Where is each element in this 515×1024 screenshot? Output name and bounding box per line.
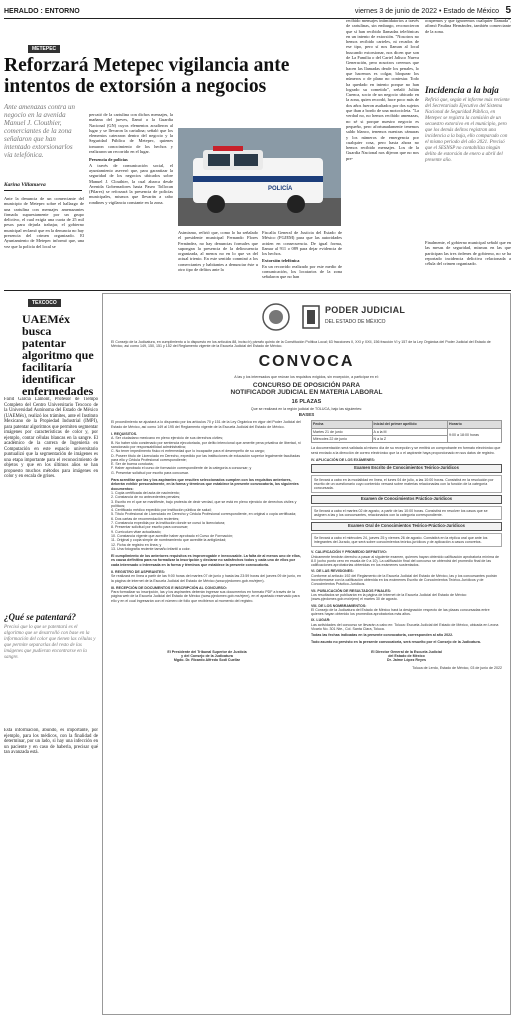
final-note: Todas las fechas indicadas en la presente convocatoria, corresponden al año 2022. bbox=[311, 633, 454, 638]
story-col-1 bbox=[4, 196, 84, 288]
doc-3: 4. Certificado médico expedido por institución pública de salud; bbox=[111, 508, 212, 513]
exam-1-body: Se llevará a cabo en la modalidad en línea, el lunes 04 de julio, a las 10:00 horas. Consistirá en la resolución por escrito de un cuestionario cuyo contenido versará sobre materias relacionadas con la función de la categoría concursada. bbox=[311, 475, 502, 494]
story-col-4b-text: En un recorrido realizado por este medio de comunicación, los locatarios de la zona señalaron que no han bbox=[262, 263, 342, 280]
th-inicial: Inicial del primer apellido bbox=[372, 421, 448, 428]
story-col-2b-text: A través de comunicación social, el ayuntamiento aseveró que, para garantizar la seguridad de los negocios ubicados sobre Manuel J. Clouthier, la cual abarca desde Avenida Gobernadores hasta Paseo Tollocan (Pilares) se reforzará la presencia de policías municipales, mismos que llevarán a cabo rondines y vigilancia constante en la zona. bbox=[89, 162, 173, 205]
table-cell: Martes 21 de junio bbox=[312, 428, 373, 435]
table-row bbox=[312, 428, 502, 435]
sig1-name: Mgdo. Dr. Ricardo Alfredo Sodi Cuellar bbox=[173, 658, 241, 663]
story-col-6b bbox=[425, 240, 511, 288]
doc-0: 1. Copia certificada del acta de nacimiento; bbox=[111, 490, 180, 495]
ad-columns bbox=[111, 420, 502, 643]
rev-body: Conforme al artículo 192 del Reglamento de la Escuela Judicial del Estado de México, las y los concursantes podrán inconformarse con la calificación obtenida en los exámenes Escrito de Conocimientos Teórico-Jurídicos y de Conocimientos Práctico-Jurídicos. bbox=[311, 573, 497, 587]
exam-3-body: Se llevará a cabo el miércoles 24, jueves 25 y viernes 26 de agosto. Consistirá en la réplica oral que ante los integrantes del Jurado, que será sobre conocimientos teórico-jurídicos y de aplicación a casos concretos. bbox=[311, 533, 502, 548]
doc-2: 3. Escrito en el que se manifieste, bajo protesta de decir verdad, que se está en pleno ejercicio de derechos civiles y políticos; bbox=[111, 499, 297, 508]
ad-p1: El procedimiento se ajustará a lo dispuesto por los artículos 70 y 151 de la Ley Orgánica en vigor del Poder Judicial del Estado de México, así como 149 al 195 del Reglamento vigente de la Escuela Judicial del Estado de México. bbox=[111, 420, 301, 429]
story-col-2 bbox=[89, 112, 173, 288]
final-note-2: Todo asunto no previsto en la presente convocatoria, será resuelto por el Consejo de la Judicatura. bbox=[311, 639, 481, 644]
page-header bbox=[4, 5, 511, 19]
exam-2-title: Examen de Conocimientos Práctico-Jurídicos bbox=[311, 495, 502, 503]
reg-body: Se realizará en línea a partir de las 9:00 horas del martes 07 de junio y hasta las 23:59 horas del jueves 09 de junio, en la página de internet de la Escuela Judicial del Estado de México (www.pjedomex.gob.mx/ejem). bbox=[111, 574, 301, 583]
doc-8: 9. Currículum vitae actualizado; bbox=[111, 529, 162, 534]
th-horario: Horario bbox=[448, 421, 502, 428]
sidebar-title: Incidencia a la baja bbox=[425, 85, 499, 95]
story-col-6b-text: Finalmente, el gobierno municipal señaló que en las mesas de seguridad, mismas en las que participan las tres órdenes de gobierno, no se ha reportado incidencia delictiva relacionada a célula del crimen organizado. bbox=[425, 240, 511, 267]
doc-1: 2. Constancia de no antecedentes penales; bbox=[111, 495, 181, 500]
req-2: C. No tener impedimento físico ni enfermedad que lo incapacite para el desempeño de su cargo; bbox=[111, 449, 265, 454]
doc-5: 6. Dos cartas de recomendación recientes; bbox=[111, 516, 180, 521]
org-name: PODER JUDICIAL bbox=[325, 305, 406, 315]
calif-body: Únicamente tendrán derecho a pasar al siguiente examen, quienes hayan obtenido calificación aprobatoria mínima de 8.0 (ocho punto cero en escala de 0 a 10). La calificación final del concurso se obtendrá del promedio final de las calificaciones aprobatorias obtenidas en los exámenes sustentados. bbox=[311, 554, 499, 568]
schedule-table bbox=[311, 420, 502, 443]
doc-7: 8. Presentar solicitud por escrito para concursar; bbox=[111, 525, 189, 530]
place-body: Las actividades del concurso se llevarán a cabo en: Toluca: Escuela Judicial del Estado de México, ubicada en Leona Vicario No. 301 Nte., Col. Santa Clara, Toluca. bbox=[311, 622, 499, 631]
state-seal-icon bbox=[261, 302, 291, 332]
section-divider bbox=[4, 290, 511, 291]
story-col-4 bbox=[262, 230, 342, 288]
table-header-row bbox=[312, 421, 502, 428]
story2-body-2 bbox=[4, 728, 98, 838]
convoca-title: CONVOCA bbox=[258, 352, 355, 370]
calif-title: V. CALIFICACIÓN Y PROMEDIO DEFINITIVO: bbox=[311, 550, 388, 555]
req-title: I. REQUISITOS. bbox=[111, 432, 138, 437]
table-cell: Miércoles 22 de junio bbox=[312, 436, 373, 443]
header-date: viernes 3 de junio de 2022 • Estado de México bbox=[354, 8, 499, 15]
signature-1 bbox=[111, 650, 303, 663]
pub-body: Los resultados se publicarán en la página de Internet de la Escuela Judicial del Estado de México (www.pjedomex.gob.mx/ejem) el martes 30 de agosto. bbox=[311, 592, 467, 602]
table-cell: A a la M bbox=[372, 428, 448, 435]
ad-col-left bbox=[111, 420, 303, 643]
exams-title: IV. APLICACIÓN DE LOS EXÁMENES: bbox=[311, 457, 376, 462]
docs-title: Para acreditar que las y los aspirantes que resulten seleccionados cumplen con los requisitos anteriores, deberán exhibir personalmente, en la forma y términos que establece la presente convocatoria, los siguientes documentos: bbox=[111, 478, 299, 491]
req-0: A. Ser ciudadano mexicano en pleno ejercicio de sus derechos civiles; bbox=[111, 436, 224, 441]
byline: Karina Villanueva bbox=[4, 182, 46, 188]
bases-title: BASES bbox=[298, 412, 315, 418]
exam-1-title: Examen Escrito de Conocimientos Teórico-Jurídicos bbox=[311, 464, 502, 472]
police-truck-photo bbox=[178, 128, 341, 226]
truck-label: POLICÍA bbox=[268, 186, 293, 192]
nom-title: VIII. DE LOS NOMBRAMIENTOS: bbox=[311, 603, 367, 608]
recep-body: Para formalizar su inscripción, las y los aspirantes deberán ingresar sus documentos en formato PDF a través de la página web de la Escuela Judicial del Estado de México (www.pjedomex.gob.mx/ejem), en el apartado reservado para ello y en el cual ingresarán con el número de folio que recibieron al momento del registro. bbox=[111, 590, 300, 603]
story2-body bbox=[4, 397, 98, 607]
story-col-3-text: Asimismo, refirió que, como lo ha señalado el presidente municipal Fernando Flores Fernández, no hay denuncias formales que supongan la presencia de la delincuencia organizada, al menos no en lo que va del actual trienio. En este sentido conminó a los comerciantes y habitantes a denunciar éste u otro tipo de delitos ante la bbox=[178, 230, 258, 273]
patent-box-body: Precisó que lo que se patentará es el algoritmo que se desarrolló con base en la información del color que tienen las células y que permite separarlas del resto de las imágenes que pudieran encontrarse en la sangre. bbox=[4, 625, 96, 660]
story-col-2-text: percató de la cartulina con dichos mensajes, la mañana del jueves, llamó a la Guardia Nacional (GN) cuyos elementos acudieron al lugar y se llevaron la cartulina; señaló que los elementos cateraron dentro del negocio y la Seguridad Pública de Metepec, quienes tomaron conocimiento de los hechos y realizaron un recorrido en el lugar. bbox=[89, 112, 173, 155]
sig1-line-1: El Presidente del Tribunal Superior de Justicia bbox=[167, 649, 247, 654]
story-col-5 bbox=[346, 18, 419, 288]
table-cell: 9:00 a 18:00 horas bbox=[448, 428, 502, 443]
req-4: E. Ser de buena conducta; bbox=[111, 462, 154, 467]
sig1-line-2: y del Consejo de la Judicatura bbox=[181, 654, 233, 659]
convoca-to: A las y los interesados que reúnan los requisitos exigidos, sin excepción, a participar en el: bbox=[234, 374, 379, 379]
doc-9: 10. Constancia vigente que acredite haber aprobado el Curso de Formación; bbox=[111, 533, 234, 538]
ad-logos bbox=[111, 300, 502, 338]
plazas: 16 PLAZAS bbox=[291, 398, 322, 405]
section-label: HERALDO : ENTORNO bbox=[4, 8, 80, 15]
signatures bbox=[111, 650, 502, 663]
doc-11: 12. Ficha de registro en línea; y bbox=[111, 542, 162, 547]
story2-headline: UAEMéx busca patentar algoritmo que facilitaría identificar enfermedades bbox=[22, 312, 94, 398]
req-5: F. Haber aprobado el curso de formación correspondiente de la categoría a concursar; y bbox=[111, 466, 252, 471]
exam-3-title: Examen Oral de Conocimientos Teórico-Práctico-Jurídicos bbox=[311, 522, 502, 530]
story-col-3 bbox=[178, 230, 258, 288]
table-cell: N a la Z bbox=[372, 436, 448, 443]
reg-title: II. REGISTRO DE ASPIRANTES: bbox=[111, 569, 165, 574]
section-tag-metepec: METEPEC bbox=[28, 45, 60, 53]
patent-box-title: ¿Qué se patentará? bbox=[4, 612, 76, 622]
contest-line-1: CONCURSO DE OPOSICIÓN PARA bbox=[252, 381, 361, 389]
story2-body-text: Farid García Lamont, Profesor de Tiempo Completo del Centro Universitario Texcoco de la Universidad Autónoma del Estado de México (UAEMéx), realizó los trámites, ante el Instituto Mexicano de la Propiedad Industrial (IMPI), para patentar algoritmos que permiten segmentar imágenes por características de color y, por ejemplo, contar células blancas en la sangre. El académico de la carrera de Ingeniería en Computación en este espacio universitario puntualizó que la segmentación de imágenes es una etapa importante para el reconocimiento de objetos y que en los últimos años se han propuesto muchos métodos para imágenes en color y en escala de grises. bbox=[4, 397, 98, 479]
sig2-line-1: El Director General de la Escuela Judicial bbox=[371, 649, 442, 654]
sidebar-box bbox=[425, 85, 511, 164]
story2-body2-text: Esta información, abundó, es importante, por ejemplo, para los médicos, con la finalidad de determinar, por un lado, si hay una infección en un paciente y en caso de haberla, precisar qué tan avanzada está. bbox=[4, 728, 98, 755]
contest-line-2: NOTIFICADOR JUDICIAL EN MATERIA LABORAL bbox=[230, 389, 383, 397]
th-fecha: Fecha bbox=[312, 421, 373, 428]
req-3: D. Poseer título de Licenciado en Derecho, expedido por las instituciones de educación superior legalmente facultadas para ello y Cédula Profesional correspondiente; bbox=[111, 453, 300, 462]
story-col-1-text: Ante la denuncia de un comerciante del municipio de Metepec sobre el hallazgo de una cartulina con mensajes amenazantes firmada supuestamente por un grupo delictivo, el cual exigía una cuota de 25 mil pesos para dejarla trabajar, el gobierno municipal reclamó que en la denuncia no hay presencia del crimen organizado. El Ayuntamiento de Metepec informó que, una vez que la policía del local se bbox=[4, 196, 84, 249]
signature-2 bbox=[311, 650, 502, 663]
section-tag-texcoco: TEXCOCO bbox=[28, 299, 61, 307]
story-col-5-text: recibido mensajes intimidatorios a través de cartulinas, sin embargo, reconocieron que sí han recibido llamadas telefónicas en un intento de extorsión. "Nosotros no hemos recibido carteles, ni recados de ese tipo, pero sí nos llaman al local buscando extorsionar, nos dicen que son de La Familia o del Cartel Jalisco Nueva Generación, pero nosotros creemos que hacen las llamadas desde los penales, lo que hacemos es colgar, bloquear los números o de plano no contestar. Todo ha quedado en intento porque no han logrado su cometido", señaló Julián Cuenca, socio de un negocio ubicado en la zona, quien recordó, hace poco más de dos años fueron asaltados por dos sujetos que iban a bordo de una motocicleta. "La verdad no, no hemos recibido amenazas, no sé si porque nuestro negocio es pequeño, pero afortunadamente tenemos saldo blanco, tenemos nuestras cámaras y los números de emergencia por cualquier cosa, pero hasta ahora no hemos recibido mensajes. Los de la Guardia Nacional nos dijeron que no nos pre- bbox=[346, 18, 419, 161]
nom-body: El Consejo de la Judicatura del Estado de México hará la designación respecto de las plazas concursadas entre quienes hayan obtenido los promedios aprobatorios más altos. bbox=[311, 607, 490, 617]
right-intro: La documentación será validada al mismo día de su recepción y se emitirá un comprobante en formato electrónico que será enviado a la dirección de correo electrónico que la o el aspirante haya proporcionado en sus datos de registro. bbox=[311, 446, 501, 455]
doc-4: 5. Título Profesional de Licenciado en Derecho y Cédula Profesional correspondiente, en original o copia certificada; bbox=[111, 512, 297, 517]
judicial-logo-icon bbox=[301, 304, 321, 330]
divider bbox=[4, 190, 82, 191]
ad-col-right bbox=[311, 420, 502, 643]
region: Que se realizará en la región judicial de TOLUCA, bajo las siguientes: bbox=[250, 406, 363, 411]
story-headline: Reforzará Metepec vigilancia ante intentos de extorsión a negocios bbox=[4, 55, 290, 97]
subhead-extorsion: Extorsión telefónica bbox=[262, 258, 300, 264]
story-col-6 bbox=[425, 18, 511, 78]
ad-intro: El Consejo de la Judicatura, en cumplimiento a lo dispuesto en los artículos 88, inciso b) párrafo quinto de la Constitución Política Local; 63 fracciones II, XXI y XXII, 156 fracción VI y 157 de la Ley Orgánica del Poder Judicial del Estado de México, así como 149, 150, 151 y 152 del Reglamento vigente de la Escuela Judicial del Estado de México. bbox=[111, 340, 491, 349]
pub-title: VII. PUBLICACIÓN DE RESULTADOS FINALES: bbox=[311, 588, 392, 593]
doc-10: 11. Original y copia simple de nombramiento que acredite la antigüedad; bbox=[111, 538, 227, 543]
rev-title: VI. DE LAS REVISIONES: bbox=[311, 569, 354, 574]
page-number: 5 bbox=[505, 5, 511, 16]
doc-12: 13. Una fotografía reciente tamaño infantil a color. bbox=[111, 546, 191, 551]
req-6: G. Presentar solicitud por escrito para concursar. bbox=[111, 470, 189, 475]
story-dek: Ante amenazas contra un negocio en la avenida Manuel J. Clouthier, comerciantes de la zona señalaron que han intentado extorsionarlos vía telefónica. bbox=[4, 103, 75, 159]
doc-6: 7. Constancia expedida por la institución donde se cursó la licenciatura; bbox=[111, 521, 226, 526]
story-col-4-text: Fiscalía General de Justicia del Estado de México (FGJEM) para que las autoridades actúen en consecuencia. De igual forma, llamar al 911 o 089 para dejar evidencia de los hechos. bbox=[262, 230, 342, 257]
sig2-line-2: del Estado de México bbox=[388, 654, 425, 659]
convocatoria-ad bbox=[102, 293, 511, 1015]
sidebar-body: Refirió que, según el informe más reciente del Secretariado Ejecutivo del Sistema Nacional de Seguridad Pública, en Metepec se registra la comisión de un secuestro extorsivo en el municipio, pero que los demás delitos registran una incidencia a la baja, ello comparado con el mismo periodo del año 2021. Precisó que el SESNSP no contabiliza ningún delito de extorsión de enero a abril del presente año. bbox=[425, 98, 510, 163]
bold-note: El cumplimiento de los anteriores requisitos es improrrogable e inexcusable. La falta de al menos uno de ellos, es causa definitiva para no formalizar la inscripción y declarar no satisfechos todos y cada uno de ellos por cada interesado o interesada en la forma y términos que establece la presente convocatoria. bbox=[111, 554, 301, 567]
req-1: B. No haber sido condenado por sentencia ejecutoriada, por delito intencional que amerite pena privativa de libertad, ni sancionado por responsabilidad administrativa; bbox=[111, 440, 301, 449]
recep-title: III. RECEPCIÓN DE DOCUMENTOS E INSCRIPCIÓN AL CONCURSO: bbox=[111, 585, 227, 590]
story-col-6-text: ocupemos y que ignoremos cualquier llamada", afirmó Paulina Hernández, también comerciante de la zona. bbox=[425, 18, 511, 34]
subhead-presencia: Presencia de policías bbox=[89, 157, 128, 163]
place-title: IX. LUGAR: bbox=[311, 618, 331, 623]
ad-footer: Toluca de Lerdo, Estado de México, 03 de junio de 2022 bbox=[412, 665, 502, 670]
exam-2-body: Se llevará a cabo el martes 02 de agosto, a partir de las 10:00 horas. Consistirá en resolver los casos que se asignen a las y los concursantes, relacionados con la categoría correspondiente. bbox=[311, 506, 502, 521]
sig2-name: Dr. Jaime López Reyes bbox=[387, 658, 426, 663]
patent-box bbox=[4, 612, 98, 661]
story2-header bbox=[22, 313, 98, 397]
org-subname: DEL ESTADO DE MÉXICO bbox=[325, 319, 386, 325]
